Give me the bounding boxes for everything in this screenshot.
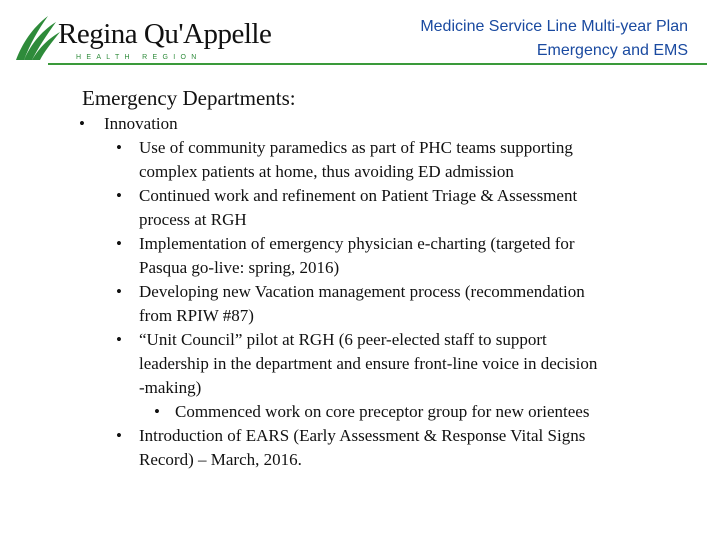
list-item: • Innovation (74, 112, 714, 136)
header-title-line2: Emergency and EMS (536, 42, 688, 59)
list-item: • Developing new Vacation management process (recommendation (74, 280, 714, 304)
list-item-continuation: -making) (139, 378, 202, 397)
list-item: • Implementation of emergency physician e-charting (targeted for (74, 232, 714, 256)
bullet-icon: • (116, 138, 122, 157)
bullet-icon: • (116, 426, 122, 445)
header-divider (48, 63, 707, 65)
list-item-continuation: leadership in the department and ensure front-line voice in decision (139, 354, 598, 373)
section-title: Emergency Departments: (82, 86, 296, 110)
bullet-list (74, 112, 714, 472)
list-item: • “Unit Council” pilot at RGH (6 peer-elected staff to support (74, 328, 714, 352)
slide-header-title (420, 15, 688, 63)
list-item: • Continued work and refinement on Patient Triage & Assessment (74, 184, 714, 208)
list-item-continuation: from RPIW #87) (139, 306, 254, 325)
bullet-icon: • (116, 330, 122, 349)
organization-logo (14, 14, 272, 62)
list-item-continuation: Record) – March, 2016. (139, 450, 302, 469)
bullet-icon: • (116, 282, 122, 301)
list-item: • Introduction of EARS (Early Assessment & Response Vital Signs (74, 424, 714, 448)
header-title-line1: Medicine Service Line Multi-year Plan (420, 18, 688, 35)
list-item-continuation: Pasqua go-live: spring, 2016) (139, 258, 340, 277)
bullet-icon: • (116, 234, 122, 253)
list-item: • Use of community paramedics as part of PHC teams supporting (74, 136, 714, 160)
list-subitem: • Commenced work on core preceptor group for new orientees (74, 400, 714, 424)
list-item-continuation: complex patients at home, thus avoiding ED admission (139, 162, 514, 181)
list-item-continuation: process at RGH (139, 210, 247, 229)
organization-name: Regina Qu'Appelle (58, 18, 272, 50)
bullet-icon: • (154, 402, 160, 421)
bullet-icon: • (116, 186, 122, 205)
bullet-icon: • (79, 114, 85, 133)
organization-subtitle: HEALTH REGION (76, 54, 202, 61)
